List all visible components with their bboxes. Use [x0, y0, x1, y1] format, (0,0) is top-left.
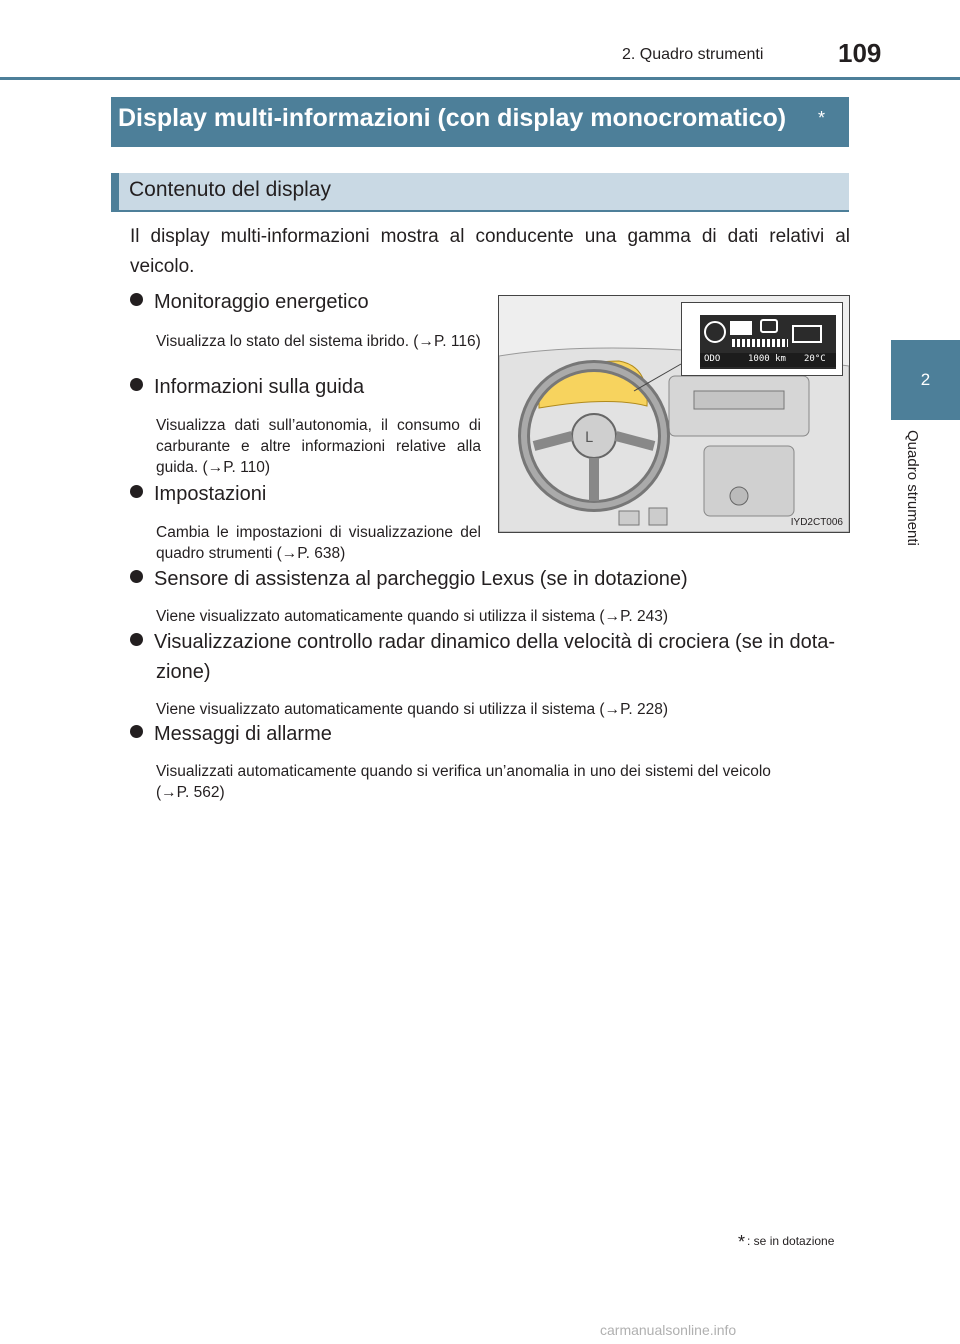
title-asterisk-marker: *: [818, 108, 826, 128]
bullet-description: Visualizzati automaticamente quando si verifica un’anomalia in uno dei sistemi del veicolo: [156, 763, 771, 780]
bullet-dot-icon: [130, 378, 143, 391]
bullet-title: Informazioni sulla guida: [154, 376, 365, 398]
bullet-description-continuation: (→P. 562): [156, 784, 225, 801]
bullet-dot-icon: [130, 725, 143, 738]
bullet-item: [130, 483, 266, 506]
page-number: 109: [838, 38, 882, 68]
bullet-title: Monitoraggio energetico: [154, 291, 369, 313]
subsection-accent: [111, 173, 119, 212]
bullet-item: [130, 291, 369, 314]
bullet-title-continuation: zione): [156, 661, 211, 683]
bullet-item: [130, 568, 688, 591]
bullet-description: Viene visualizzato automaticamente quando si utilizza il sistema (→P. 228): [156, 701, 669, 718]
bullet-title: Visualizzazione controllo radar dinamico della velocità di crociera (se in dota-: [154, 631, 836, 653]
bullet-dot-icon: [130, 485, 143, 498]
running-header-section: 2. Quadro strumenti: [622, 46, 764, 63]
battery-icon: [792, 325, 822, 343]
display-screen: [700, 315, 836, 369]
header-rule: [0, 77, 960, 80]
bullet-description: Visualizza dati sull’autonomia, il consumo di carburante e altre informazioni relative alla guida. (→P. 110): [156, 417, 481, 476]
bullet-title: Sensore di assistenza al parcheggio Lexus (se in dotazione): [154, 568, 688, 590]
section-title: Display multi-informazioni (con display monocromatico): [118, 104, 787, 132]
footnote: [738, 1232, 834, 1253]
display-status-row: [700, 353, 836, 367]
bullet-description: Visualizza lo stato del sistema ibrido. (→P. 116): [156, 333, 481, 350]
engine-icon: [760, 319, 778, 333]
intro-paragraph: Il display multi-informazioni mostra al conducente una gamma di dati relativi al veicolo.: [130, 226, 850, 277]
bullet-title: Impostazioni: [154, 483, 267, 505]
chapter-tab-label: Quadro strumenti: [904, 430, 921, 546]
bullet-item: [130, 631, 835, 654]
svg-text:L: L: [585, 430, 593, 446]
odo-label: ODO: [704, 354, 721, 364]
dashboard-illustration: [498, 295, 850, 533]
bullet-dot-icon: [130, 293, 143, 306]
footnote-asterisk-icon: *: [738, 1232, 746, 1252]
battery-level-bar: [732, 339, 788, 347]
bullet-dot-icon: [130, 633, 143, 646]
odometer-value: 1000 km: [748, 354, 786, 364]
energy-flow-icon: [730, 321, 752, 335]
chapter-tab-number: 2: [891, 340, 960, 420]
bullet-title: Messaggi di allarme: [154, 723, 332, 745]
bullet-description: Cambia le impostazioni di visualizzazione del quadro strumenti (→P. 638): [156, 524, 481, 562]
display-callout: [681, 302, 843, 376]
engine-gauge-icon: [704, 321, 726, 343]
watermark: carmanualsonline.info: [600, 1322, 737, 1338]
subsection-title: Contenuto del display: [129, 178, 331, 201]
bullet-item: [130, 723, 332, 746]
figure-code: IYD2CT006: [790, 517, 843, 528]
bullet-description: Viene visualizzato automaticamente quando si utilizza il sistema (→P. 243): [156, 608, 669, 625]
bullet-item: [130, 376, 364, 399]
footnote-text: : se in dotazione: [747, 1234, 835, 1248]
bullet-dot-icon: [130, 570, 143, 583]
outside-temperature: 20°C: [804, 354, 826, 364]
